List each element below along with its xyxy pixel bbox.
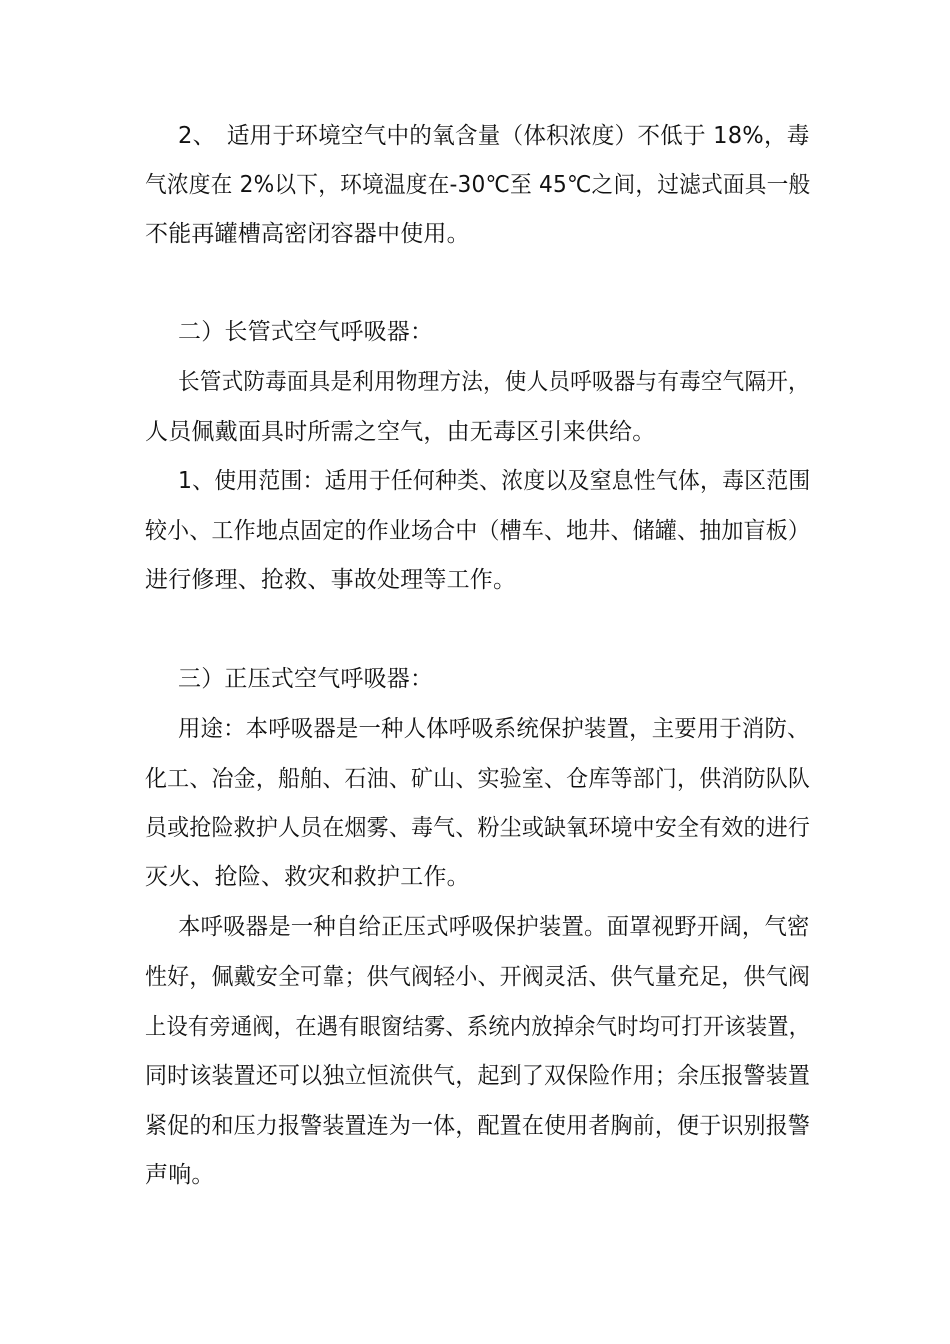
text-line: 声响。 (145, 1162, 215, 1188)
text-line: 紧促的和压力报警装置连为一体，配置在使用者胸前，便于识别报警 (145, 1113, 811, 1139)
text-line: 员或抢险救护人员在烟雾、毒气、粉尘或缺氧环境中安全有效的进行 (145, 815, 811, 841)
text-line: 性好，佩戴安全可靠；供气阀轻小、开阀灵活、供气量充足，供气阀 (145, 964, 811, 990)
text-line: 长管式防毒面具是利用物理方法，使人员呼吸器与有毒空气隔开， (178, 369, 810, 395)
text-line: 气浓度在 2%以下，环境温度在-30℃至 45℃之间，过滤式面具一般 (145, 172, 811, 198)
text-line: 本呼吸器是一种自给正压式呼吸保护装置。面罩视野开阔，气密 (178, 914, 810, 940)
text-line: 1、使用范围：适用于任何种类、浓度以及窒息性气体，毒区范围 (178, 468, 811, 494)
text-line: 较小、工作地点固定的作业场合中（槽车、地井、储罐、抽加盲板） (145, 518, 811, 544)
text-line: 进行修理、抢救、事故处理等工作。 (145, 567, 517, 593)
text-line: 同时该装置还可以独立恒流供气，起到了双保险作用；余压报警装置 (145, 1063, 811, 1089)
text-line: 化工、冶金，船舶、石油、矿山、实验室、仓库等部门，供消防队队 (145, 766, 811, 792)
section-heading: 二）长管式空气呼吸器： (178, 319, 434, 345)
text-line: 灭火、抢险、救灾和救护工作。 (145, 864, 470, 890)
text-line: 2、 适用于环境空气中的氧含量（体积浓度）不低于 18%，毒 (178, 123, 810, 149)
text-line: 用途：本呼吸器是一种人体呼吸系统保护装置，主要用于消防、 (178, 716, 810, 742)
text-line: 不能再罐槽高密闭容器中使用。 (145, 221, 470, 247)
text-line: 上设有旁通阀，在遇有眼窗结雾、系统内放掉余气时均可打开该装置， (145, 1014, 811, 1040)
text-line: 人员佩戴面具时所需之空气，由无毒区引来供给。 (145, 419, 656, 445)
section-heading: 三）正压式空气呼吸器： (178, 666, 434, 692)
